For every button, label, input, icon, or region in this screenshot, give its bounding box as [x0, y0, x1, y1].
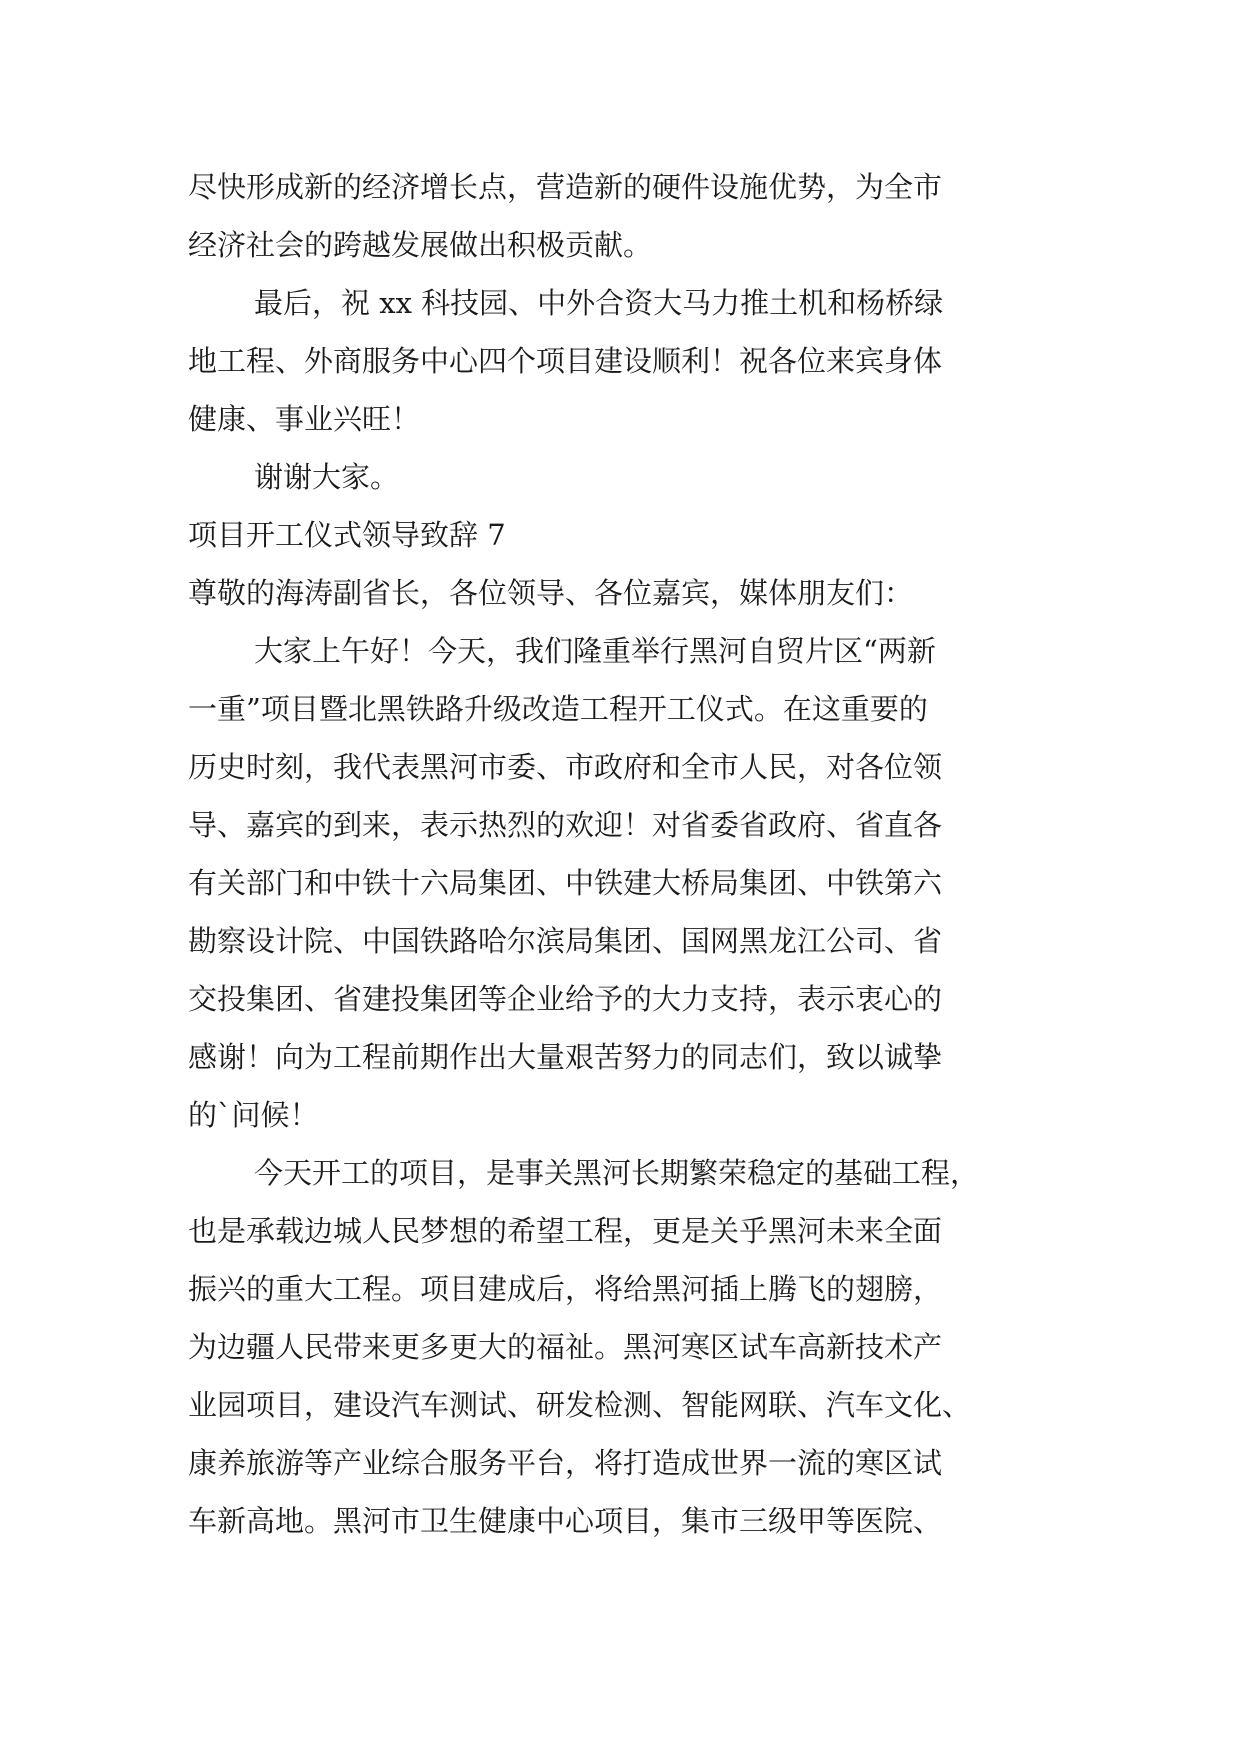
document-body [188, 158, 1058, 1550]
text-line: 今天开工的项目，是事关黑河长期繁荣稳定的基础工程， [254, 1156, 980, 1190]
text-line: 历史时刻，我代表黑河市委、市政府和全市人民，对各位领 [188, 750, 943, 784]
text-line: 导、嘉宾的到来，表示热烈的欢迎！对省委省政府、省直各 [188, 808, 943, 842]
text-line: 的`问候！ [188, 1098, 319, 1132]
text-line: 谢谢大家。 [254, 460, 400, 494]
text-line: 为边疆人民带来更多更大的福祉。黑河寒区试车高新技术产 [188, 1330, 943, 1364]
text-line: 尽快形成新的经济增长点，营造新的硬件设施优势，为全市 [188, 170, 943, 204]
text-line: 振兴的重大工程。项目建成后，将给黑河插上腾飞的翅膀， [188, 1272, 943, 1306]
text-line: 勘察设计院、中国铁路哈尔滨局集团、国网黑龙江公司、省 [188, 924, 943, 958]
text-line: 车新高地。黑河市卫生健康中心项目，集市三级甲等医院、 [188, 1504, 943, 1538]
salutation-line: 尊敬的海涛副省长，各位领导、各位嘉宾，媒体朋友们： [188, 576, 914, 610]
section-heading: 项目开工仪式领导致辞 7 [188, 518, 506, 552]
text-line: 经济社会的跨越发展做出积极贡献。 [188, 228, 653, 262]
text-line: 健康、事业兴旺！ [188, 402, 421, 436]
text-line: 大家上午好！今天，我们隆重举行黑河自贸片区“两新 [254, 634, 936, 668]
text-line: 交投集团、省建投集团等企业给予的大力支持，表示衷心的 [188, 982, 943, 1016]
text-line: 一重”项目暨北黑铁路升级改造工程开工仪式。在这重要的 [188, 692, 928, 726]
text-line: 康养旅游等产业综合服务平台，将打造成世界一流的寒区试 [188, 1446, 943, 1480]
text-line: 感谢！向为工程前期作出大量艰苦努力的同志们，致以诚挚 [188, 1040, 943, 1074]
text-line: 最后，祝 xx 科技园、中外合资大马力推土机和杨桥绿 [254, 286, 944, 320]
text-line: 业园项目，建设汽车测试、研发检测、智能网联、汽车文化、 [188, 1388, 972, 1422]
text-line: 地工程、外商服务中心四个项目建设顺利！祝各位来宾身体 [188, 344, 943, 378]
text-line: 也是承载边城人民梦想的希望工程，更是关乎黑河未来全面 [188, 1214, 943, 1248]
text-line: 有关部门和中铁十六局集团、中铁建大桥局集团、中铁第六 [188, 866, 943, 900]
